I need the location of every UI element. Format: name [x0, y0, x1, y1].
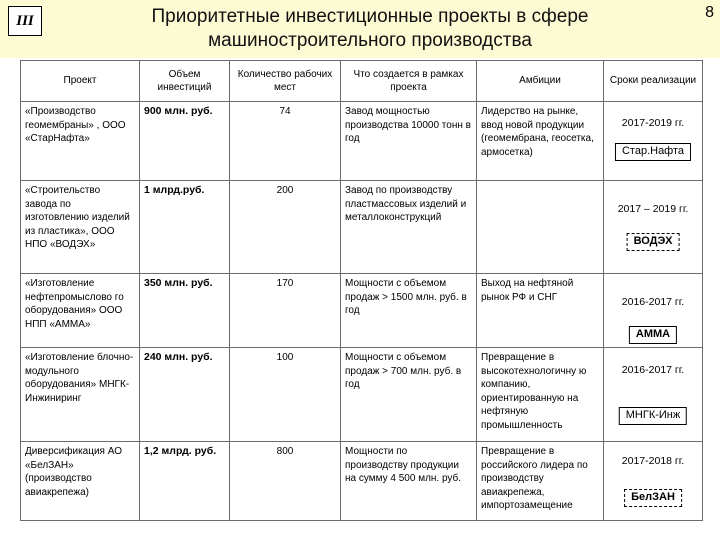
title-line-1: Приоритетные инвестиционные проекты в сфере: [151, 6, 589, 27]
cell-investment: 900 млн. руб.: [140, 102, 230, 181]
page-number: 8: [705, 4, 714, 21]
cell-created: Мощности по производству продукции на сумму 4 500 млн. руб.: [341, 442, 477, 521]
title-line-2: машиностроительного производства: [208, 30, 532, 51]
cell-project: «Изготовление нефтепромыслово го оборудования» ООО НПП «АММА»: [21, 274, 140, 348]
table-row: [21, 274, 703, 348]
cell-created: Завод мощностью производства 10000 тонн в год: [341, 102, 477, 181]
company-badge: МНГК-Инж: [619, 407, 687, 425]
cell-jobs: 74: [230, 102, 341, 181]
cell-terms: [604, 102, 703, 181]
cell-investment: 240 млн. руб.: [140, 348, 230, 442]
cell-ambitions: Превращение в высокотехнологичну ю компанию, ориентированную на нефтяную промышленность: [477, 348, 604, 442]
cell-jobs: 200: [230, 181, 341, 274]
cell-investment: 1 млрд.руб.: [140, 181, 230, 274]
cell-jobs: 800: [230, 442, 341, 521]
header-terms: Сроки реализации: [604, 61, 703, 102]
section-mark: III: [8, 6, 42, 36]
table-row: [21, 348, 703, 442]
term-period: 2017-2019 гг.: [621, 117, 685, 129]
company-badge: АММА: [629, 326, 677, 344]
cell-investment: 1,2 млрд. руб.: [140, 442, 230, 521]
company-badge: БелЗАН: [624, 489, 682, 507]
term-period: 2017 – 2019 гг.: [617, 203, 689, 215]
header-investment: Объем инвестиций: [140, 61, 230, 102]
cell-project: «Изготовление блочно-модульного оборудования» МНГК-Инжиниринг: [21, 348, 140, 442]
cell-ambitions: Превращение в российского лидера по производству авиакрепежа, импортозамещение: [477, 442, 604, 521]
cell-jobs: 100: [230, 348, 341, 442]
company-badge: Стар.Нафта: [615, 143, 691, 161]
table-row: [21, 442, 703, 521]
cell-terms: [604, 442, 703, 521]
slide-title: [70, 5, 670, 53]
cell-created: Завод по производству пластмассовых изделий и металлоконструкций: [341, 181, 477, 274]
header-created: Что создается в рамках проекта: [341, 61, 477, 102]
table-row: [21, 102, 703, 181]
cell-ambitions: [477, 181, 604, 274]
cell-created: Мощности с объемом продаж > 700 млн. руб. в год: [341, 348, 477, 442]
term-period: 2016-2017 гг.: [621, 296, 685, 308]
term-period: 2016-2017 гг.: [621, 364, 685, 376]
cell-ambitions: Лидерство на рынке, ввод новой продукции (геомембрана, геосетка, армосетка): [477, 102, 604, 181]
cell-jobs: 170: [230, 274, 341, 348]
cell-terms: [604, 181, 703, 274]
header-project: Проект: [21, 61, 140, 102]
table-header-row: [21, 61, 703, 102]
cell-project: «Строительство завода по изготовлению изделий из пластика», ООО НПО «ВОДЭХ»: [21, 181, 140, 274]
projects-table: [20, 60, 703, 521]
header-jobs: Количество рабочих мест: [230, 61, 341, 102]
cell-project: «Производство геомембраны» , ООО «СтарНафта»: [21, 102, 140, 181]
cell-investment: 350 млн. руб.: [140, 274, 230, 348]
cell-created: Мощности с объемом продаж > 1500 млн. руб. в год: [341, 274, 477, 348]
cell-terms: [604, 274, 703, 348]
cell-project: Диверсификация АО «БелЗАН» (производство авиакрепежа): [21, 442, 140, 521]
cell-ambitions: Выход на нефтяной рынок РФ и СНГ: [477, 274, 604, 348]
company-badge: ВОДЭХ: [627, 233, 680, 251]
cell-terms: [604, 348, 703, 442]
term-period: 2017-2018 гг.: [621, 455, 685, 467]
table-row: [21, 181, 703, 274]
header-ambitions: Амбиции: [477, 61, 604, 102]
